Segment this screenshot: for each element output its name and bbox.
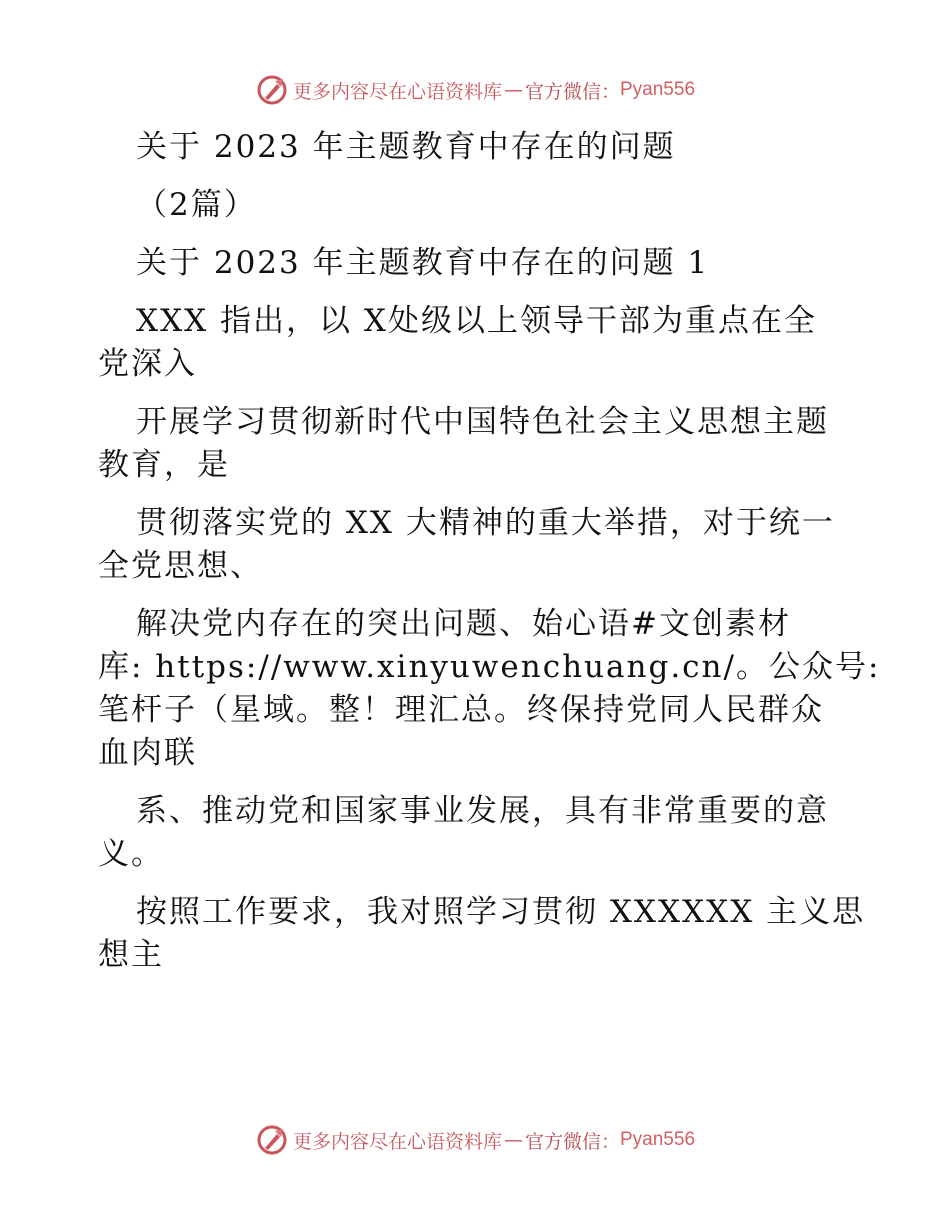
paragraph-line: 义。 xyxy=(98,836,164,872)
watermark-wechat-id: Pyan556 xyxy=(620,1129,696,1150)
watermark-dash: — xyxy=(503,1129,523,1151)
paragraph-line: 贯彻落实党的 XX 大精神的重大举措，对于统一 xyxy=(136,505,835,541)
pen-logo-icon xyxy=(255,73,289,107)
paragraph-line: 血肉联 xyxy=(98,735,197,771)
document-body xyxy=(98,126,881,992)
watermark-text: 更多内容尽在心语资料库 xyxy=(292,80,502,103)
paragraph-line: 全党思想、 xyxy=(98,548,263,584)
paragraph-line: 笔杆子（星域。整！理汇总。终保持党同人民群众 xyxy=(98,692,824,728)
watermark-official-label: 官方微信： xyxy=(524,1130,620,1153)
doc-title: 关于 2023 年主题教育中存在的问题 xyxy=(136,129,676,165)
doc-subtitle: （2篇） xyxy=(136,187,257,223)
paragraph-line: 开展学习贯彻新时代中国特色社会主义思想主题 xyxy=(136,404,829,440)
watermark-text: 更多内容尽在心语资料库 xyxy=(292,1130,502,1153)
paragraph-line: 系、推动党和国家事业发展，具有非常重要的意 xyxy=(136,793,829,829)
paragraph-line: 按照工作要求，我对照学习贯彻 XXXXXX 主义思 xyxy=(136,894,866,930)
watermark-dash: — xyxy=(503,79,523,101)
section-heading: 关于 2023 年主题教育中存在的问题 1 xyxy=(136,245,710,281)
paragraph-line: 党深入 xyxy=(98,346,197,382)
footer-watermark xyxy=(0,1120,950,1160)
paragraph-line: 解决党内存在的突出问题、始心语#文创素材 xyxy=(136,606,791,642)
paragraph-line: 想主 xyxy=(98,937,164,973)
paragraph-line: 教育，是 xyxy=(98,447,230,483)
paragraph-line: XXX 指出，以 X处级以上领导干部为重点在全 xyxy=(136,303,817,339)
paragraph-line: 库: https://www.xinyuwenchuang.cn/。公众号: xyxy=(98,649,881,685)
pen-logo-icon xyxy=(255,1123,289,1157)
watermark-official-label: 官方微信： xyxy=(524,80,620,103)
header-watermark xyxy=(0,70,950,110)
watermark-wechat-id: Pyan556 xyxy=(620,79,696,100)
